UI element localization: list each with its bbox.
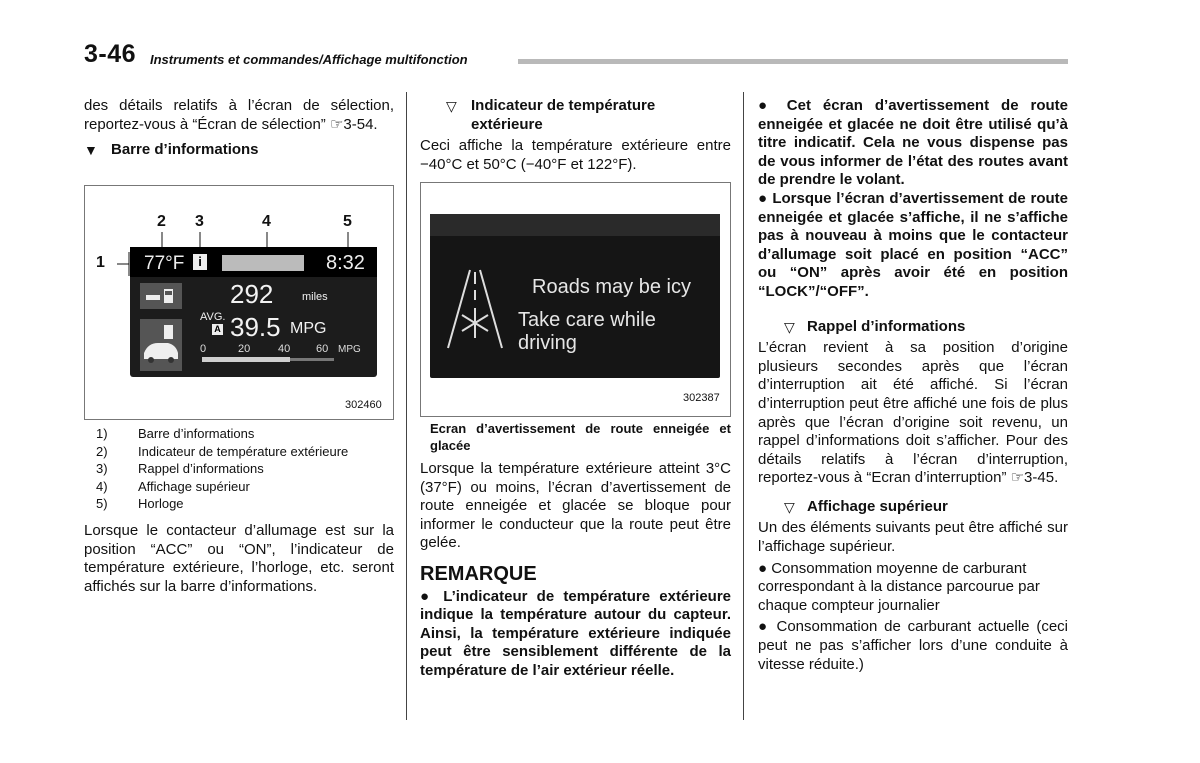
avg-mpg-unit: MPG — [290, 320, 327, 337]
subsection-title: Indicateur de température extérieure — [470, 97, 656, 133]
legend-list — [84, 425, 394, 513]
outline-triangle-icon: ▽ — [784, 318, 795, 335]
scale-tick-60: 60 — [316, 343, 329, 355]
warning-line-2: Take care while driving — [518, 309, 656, 354]
fuel-tank-icon — [140, 283, 182, 309]
subsection-title: Affichage supérieur — [807, 497, 948, 515]
column-1 — [84, 97, 394, 160]
callout-leaders — [85, 186, 393, 256]
paragraph: L’écran revient à sa position d’origine plusieurs secondes après que l’écran d’interruption ait été affiché. Si l’écran d’interruption peut être affiché une fois de plus après que l’écran d’origine soit revenu, un rappel d’informations doit s’afficher. Pour des détails relatifs à l’écran d’interruption, reportez-vous à “Ecran d’interruption” ☞3-45. — [758, 339, 1068, 487]
intro-paragraph: des détails relatifs à l’écran de sélection, reportez-vous à “Écran de sélection” ☞3-54. — [84, 97, 394, 133]
upper-display-bar — [222, 255, 304, 271]
distance-unit: miles — [302, 291, 328, 303]
callout-5: 5 — [343, 213, 352, 230]
column-2 — [420, 97, 731, 174]
avg-label: AVG. — [200, 311, 226, 323]
callout-2: 2 — [157, 213, 166, 230]
scale-unit: MPG — [338, 344, 361, 355]
page-number: 3-46 — [84, 40, 137, 68]
subsection-title: Rappel d’informations — [807, 317, 966, 335]
distance-value: 292 — [230, 279, 274, 309]
column-divider-2 — [743, 92, 744, 720]
warning-screen — [430, 214, 720, 378]
column-3 — [758, 97, 1068, 674]
column-divider-1 — [406, 92, 407, 720]
figure-icy-road-warning — [420, 182, 731, 417]
warning-bullet-2: ● Lorsque l’écran d’avertissement de route enneigée et glacée s’affiche, il ne s’affiche pas à nouveau à moins que le contacteur d’allumage soit placé en position “ACC” ou “ON” après avoir été en position “LOCK”/“OFF”. — [758, 189, 1068, 300]
trip-a-badge: A — [212, 324, 223, 335]
outline-triangle-icon: ▽ — [446, 98, 457, 114]
list-item: ● Consommation moyenne de carburant correspondant à la distance parcourue par chaque compteur journalier — [758, 559, 1040, 614]
callout-3: 3 — [195, 213, 204, 230]
paragraph: Un des éléments suivants peut être affiché sur l’affichage supérieur. — [758, 519, 1068, 556]
screen-top-bar — [430, 214, 720, 236]
avg-mpg-value: 39.5 — [230, 312, 281, 342]
body-paragraph: Lorsque le contacteur d’allumage est sur la position “ACC” ou “ON”, l’indicateur de température extérieure, l’horloge, etc. seront affichés sur la barre d’informations. — [84, 522, 394, 595]
scale-tick-0: 0 — [200, 343, 207, 355]
figure-info-bar — [84, 185, 394, 420]
scale-tick-20: 20 — [238, 343, 251, 355]
figure-code: 302460 — [345, 399, 382, 411]
column-2-lower — [430, 420, 731, 454]
paragraph: Lorsque la température extérieure atteint 3°C (37°F) ou moins, l’écran d’avertissement de route enneigée et glacée se bloque pour informer le conducteur que la route peut être gelée. — [420, 460, 731, 552]
header-rule — [518, 59, 1068, 64]
info-reminder-icon: i — [193, 254, 207, 270]
warning-bullet-1: ● Cet écran d’avertissement de route enneigée et glacée ne doit être utilisé qu’à titre indicatif. Cela ne vous dispense pas de vous informer de l’état des routes avant de prendre le volant. — [758, 97, 1068, 189]
list-item: 4) Affichage supérieur — [96, 478, 250, 494]
remarque-bullet: ● L’indicateur de température extérieure indique la température autour du capteur. Ainsi, la température extérieure indiquée peut être sensiblement différente de la température de l’air extérieur réelle. — [420, 587, 731, 679]
callout-1: 1 — [96, 254, 105, 271]
callout-4: 4 — [262, 213, 271, 230]
scale-tick-40: 40 — [278, 343, 291, 355]
subsection-heading — [758, 498, 1068, 517]
subsection-heading — [758, 318, 1068, 337]
list-item: 2) Indicateur de température extérieure — [96, 443, 349, 459]
section-header-title: Instruments et commandes/Affichage multifonction — [150, 52, 468, 67]
clock-readout: 8:32 — [326, 252, 365, 274]
outside-temp-readout: 77°F — [144, 253, 185, 274]
icy-road-icon — [440, 264, 510, 354]
figure-caption: Ecran d’avertissement de route enneigée et glacée — [430, 421, 731, 453]
outline-triangle-icon: ▽ — [784, 498, 795, 515]
filled-triangle-icon: ▼ — [84, 142, 98, 159]
info-display-screen — [130, 247, 377, 377]
figure-code: 302387 — [683, 392, 720, 404]
list-item: 3) Rappel d’informations — [96, 461, 264, 477]
list-item: 1) Barre d’informations — [96, 426, 255, 441]
column-2-body — [420, 460, 731, 681]
section-title: Barre d’informations — [111, 141, 259, 159]
mpg-scale-fill — [202, 357, 290, 362]
paragraph: Ceci affiche la température extérieure entre −40°C et 50°C (−40°F et 122°F). — [420, 137, 731, 173]
subsection-heading — [420, 97, 731, 134]
warning-line-1: Roads may be icy — [532, 276, 691, 298]
section-heading — [84, 141, 394, 160]
list-item: ● Consommation de carburant actuelle (ceci peut ne pas s’afficher lors d’une conduite à vitesse réduite.) — [758, 618, 1068, 673]
list-item: 5) Horloge — [96, 496, 184, 512]
remarque-heading: REMARQUE — [420, 562, 537, 585]
fuel-car-icon — [140, 319, 182, 371]
